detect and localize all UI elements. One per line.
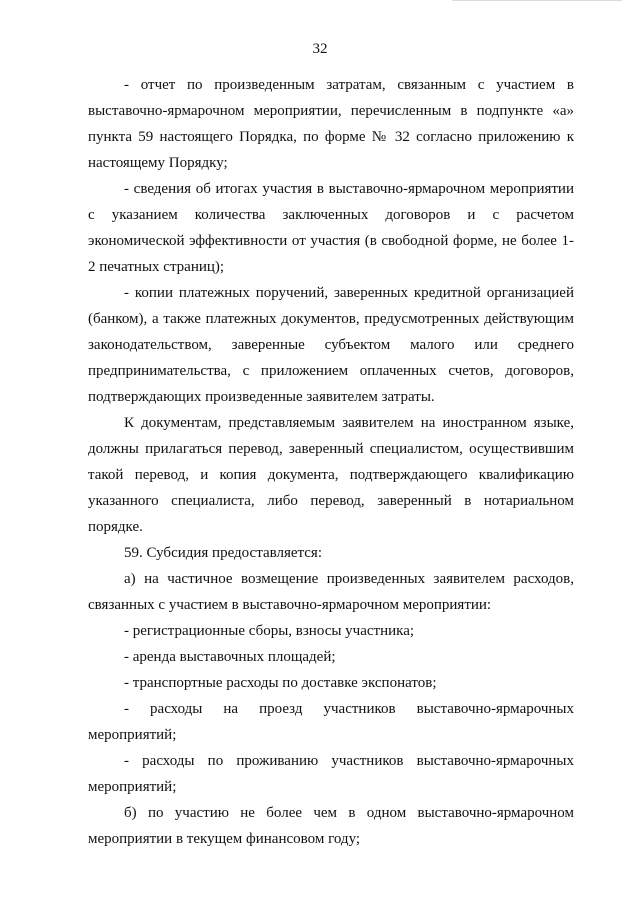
paragraph-item-b: б) по участию не более чем в одном выставочно-ярмарочном мероприятии в текущем финансовом году; bbox=[88, 805, 574, 847]
paragraph-item-a: а) на частичное возмещение произведенных заявителем расходов, связанных с участием в выставочно-ярмарочном мероприятии: bbox=[88, 571, 574, 613]
paragraph-section-59: 59. Субсидия предоставляется: bbox=[124, 545, 322, 561]
page-number: 32 bbox=[312, 41, 328, 57]
document-body bbox=[88, 72, 574, 852]
list-item-travel-costs: - расходы на проезд участников выставочно-ярмарочных мероприятий; bbox=[88, 701, 574, 743]
list-item-transport-costs: - транспортные расходы по доставке экспонатов; bbox=[124, 675, 437, 691]
paragraph-expense-report: - отчет по произведенным затратам, связанным с участием в выставочно-ярмарочном мероприятии, перечисленным в подпункте «а» пункта 59 настоящего Порядка, по форме № 32 согласно приложению к настоящему Порядку; bbox=[88, 77, 574, 171]
list-item-exhibition-rent: - аренда выставочных площадей; bbox=[124, 649, 336, 665]
list-item-accommodation-costs: - расходы по проживанию участников выставочно-ярмарочных мероприятий; bbox=[88, 753, 574, 795]
paragraph-foreign-documents: К документам, представляемым заявителем на иностранном языке, должны прилагаться перевод, заверенный специалистом, осуществившим такой перевод, и копия документа, подтверждающего квалификацию указанного специалиста, либо перевод, заверенный в нотариальном порядке. bbox=[88, 415, 574, 535]
paragraph-payment-copies: - копии платежных поручений, заверенных кредитной организацией (банком), а также платежных документов, предусмотренных действующим законодательством, заверенные субъектом малого или среднего предпринимательства, с приложением оплаченных счетов, договоров, подтверждающих произведенные заявителем затраты. bbox=[88, 285, 574, 405]
scan-edge-mark bbox=[452, 0, 622, 3]
list-item-registration-fees: - регистрационные сборы, взносы участника; bbox=[124, 623, 415, 639]
paragraph-participation-results: - сведения об итогах участия в выставочно-ярмарочном мероприятии с указанием количества заключенных договоров и с расчетом экономической эффективности от участия (в свободной форме, не более 1-2 печатных страниц); bbox=[88, 181, 574, 275]
